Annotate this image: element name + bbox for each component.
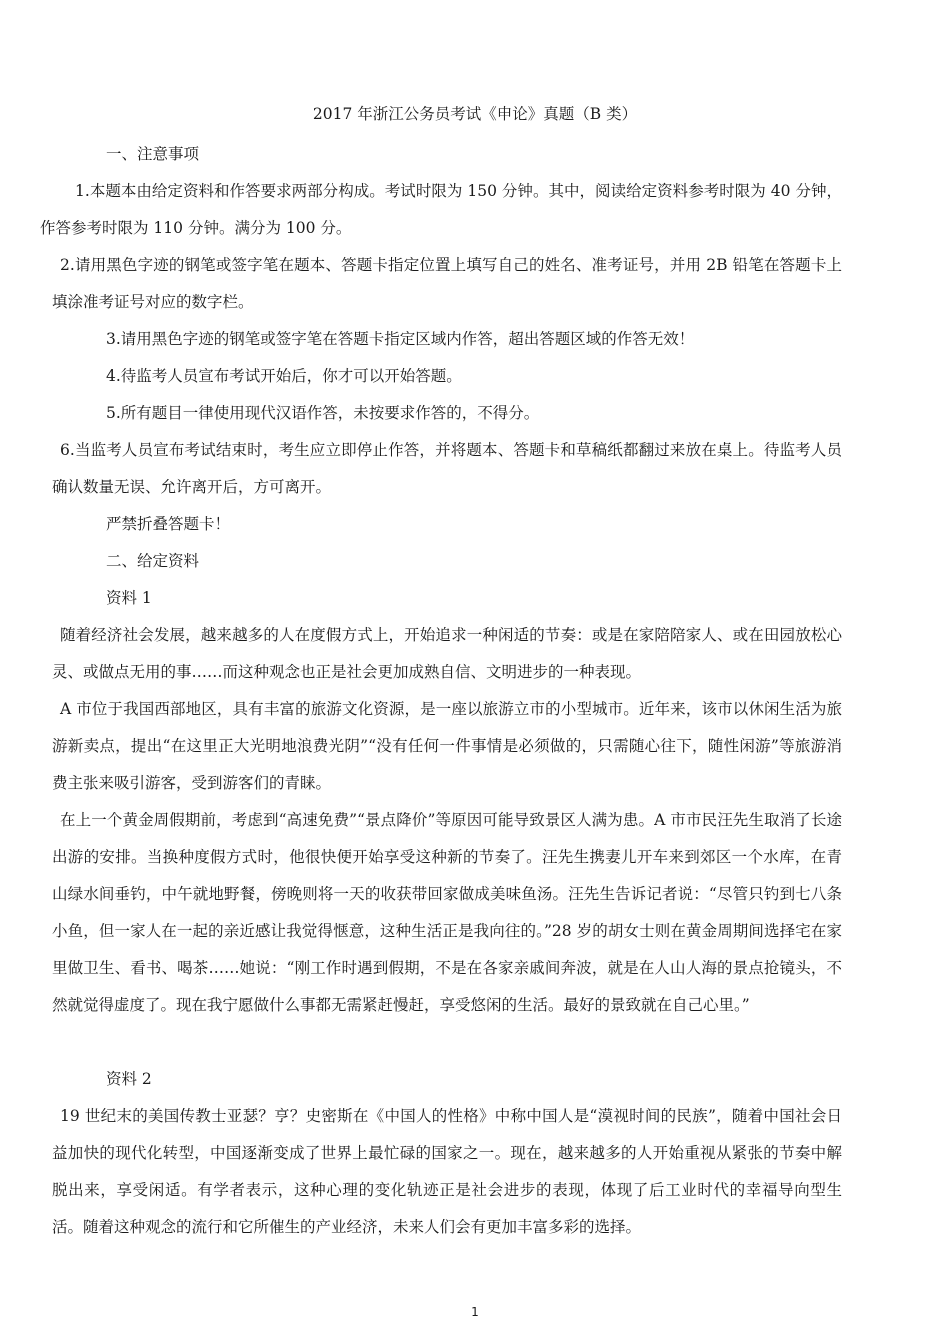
section-heading-materials: 二、给定资料 — [106, 552, 200, 570]
note-item-3: 3.请用黑色字迹的钢笔或签字笔在答题卡指定区域内作答，超出答题区域的作答无效！ — [106, 330, 695, 348]
document-title: 2017 年浙江公务员考试《申论》真题（B 类） — [312, 105, 638, 123]
material-1-paragraph: 在上一个黄金周假期前，考虑到“高速免费”“景点降价”等原因可能导致景区人满为患。A 市市民汪先生取消了长途出游的安排。当换种度假方式时，他很快便开始享受这种新的节奏了。汪先生携妻儿开车来到郊区一个水库，在青山绿水间垂钓，中午就地野餐，傍晚则将一天的收获带回家做成美味鱼汤。汪先生告诉记者说：“尽管只钓到七八条小鱼，但一家人在一起的亲近感让我觉得惬意，这种生活正是我向往的。”28 岁的胡女士则在黄金周期间选择宅在家里做卫生、看书、喝茶……她说：“刚工作时遇到假期，不是在各家亲戚间奔波，就是在人山人海的景点抢镜头，不然就觉得虚度了。现在我宁愿做什么事都无需紧赶慢赶，享受悠闲的生活。最好的景致就在自己心里。” — [52, 811, 842, 1014]
warning-text: 严禁折叠答题卡！ — [106, 515, 231, 533]
material-1-paragraph: A 市位于我国西部地区，具有丰富的旅游文化资源，是一座以旅游立市的小型城市。近年来，该市以休闲生活为旅游新卖点，提出“在这里正大光明地浪费光阴”“没有任何一件事情是必须做的，只需随心往下，随性闲游”等旅游消费主张来吸引游客，受到游客们的青睐。 — [52, 700, 842, 792]
note-item-4: 4.待监考人员宣布考试开始后，你才可以开始答题。 — [106, 367, 462, 385]
section-heading-notes: 一、注意事项 — [106, 145, 200, 163]
note-item-5: 5.所有题目一律使用现代汉语作答，未按要求作答的，不得分。 — [106, 404, 540, 422]
material-1-paragraph: 随着经济社会发展，越来越多的人在度假方式上，开始追求一种闲适的节奏：或是在家陪陪家人、或在田园放松心灵、或做点无用的事……而这种观念也正是社会更加成熟自信、文明进步的一种表现。 — [52, 626, 842, 681]
note-item-2: 2.请用黑色字迹的钢笔或签字笔在题本、答题卡指定位置上填写自己的姓名、准考证号，并用 2B 铅笔在答题卡上填涂准考证号对应的数字栏。 — [52, 256, 842, 311]
note-item-6: 6.当监考人员宣布考试结束时，考生应立即停止作答，并将题本、答题卡和草稿纸都翻过来放在桌上。待监考人员确认数量无误、允许离开后，方可离开。 — [52, 441, 842, 496]
material-2-label: 资料 2 — [106, 1070, 152, 1088]
material-2-paragraph: 19 世纪末的美国传教士亚瑟？亨？史密斯在《中国人的性格》中称中国人是“漠视时间的民族”，随着中国社会日益加快的现代化转型，中国逐渐变成了世界上最忙碌的国家之一。现在，越来越多的人开始重视从紧张的节奏中解脱出来，享受闲适。有学者表示，这种心理的变化轨迹正是社会进步的表现，体现了后工业时代的幸福导向型生活。随着这种观念的流行和它所催生的产业经济，未来人们会有更加丰富多彩的选择。 — [52, 1107, 842, 1236]
page-number: 1 — [471, 1305, 479, 1319]
note-item-1: 1.本题本由给定资料和作答要求两部分构成。考试时限为 150 分钟。其中，阅读给定资料参考时限为 40 分钟，作答参考时限为 110 分钟。满分为 100 分。 — [40, 182, 842, 237]
material-1-label: 资料 1 — [106, 589, 152, 607]
